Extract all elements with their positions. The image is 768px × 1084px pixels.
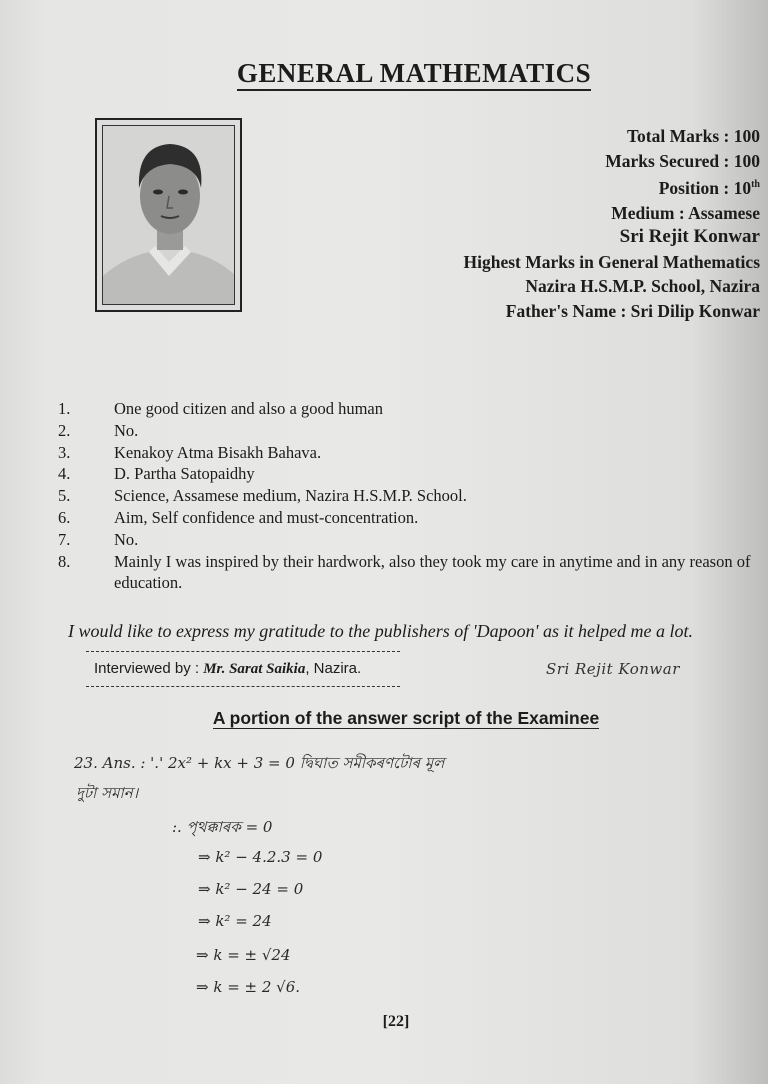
position: Position : 10th: [658, 178, 760, 199]
handwritten-line: ⇒ k² = 24: [198, 912, 272, 930]
handwritten-line: 23. Ans. : '.' 2x² + kx + 3 = 0 দ্বিঘাত সমীকৰণটোৰ মূল: [74, 754, 445, 772]
answer-number: 5.: [58, 486, 71, 506]
answer-text: Science, Assamese medium, Nazira H.S.M.P. School.: [114, 486, 467, 506]
answer-number: 7.: [58, 529, 71, 549]
total-marks: Total Marks : 100: [626, 126, 760, 146]
answer-text: D. Partha Satopaidhy: [114, 464, 255, 484]
student-portrait-image: [103, 126, 235, 305]
father-name: Father's Name : Sri Dilip Konwar: [505, 300, 760, 321]
handwritten-line: ⇒ k = ± 2 √6.: [196, 978, 301, 996]
answer-text: Aim, Self confidence and must-concentration.: [114, 507, 419, 527]
answer-text: One good citizen and also a good human: [114, 399, 383, 418]
interviewer-text: Interviewed by : Mr. Sarat Saikia, Nazira.: [94, 660, 362, 677]
handwritten-line: ⇒ k = ± √24: [196, 946, 291, 964]
answer-number: 3.: [58, 442, 71, 462]
answer-item: [52, 529, 762, 551]
student-info: [464, 124, 760, 324]
signature: Sri Rejit Konwar: [546, 660, 680, 678]
answer-item: [52, 442, 762, 464]
handwritten-line: ⇒ k² − 4.2.3 = 0: [198, 848, 323, 866]
answer-item: [52, 420, 762, 442]
gratitude-note: I would like to express my gratitude to the publishers of 'Dapoon' as it helped me a lot.: [68, 621, 693, 641]
answer-text: No.: [114, 420, 139, 440]
interviewer-box: [86, 651, 400, 687]
answer-text: Mainly I was inspired by their hardwork, also they took my care in anytime and in any reason of education.: [114, 551, 751, 593]
answer-item: [52, 463, 762, 485]
handwritten-line: ⇒ k² − 24 = 0: [198, 880, 304, 898]
page-number: [22]: [382, 1013, 410, 1030]
answer-number: 4.: [58, 464, 71, 484]
marks-secured: Marks Secured : 100: [605, 150, 760, 171]
answer-script-heading: A portion of the answer script of the Examinee: [212, 708, 600, 728]
school-name: Nazira H.S.M.P. School, Nazira: [525, 276, 760, 297]
handwritten-line: দুটা সমান।: [76, 784, 139, 802]
answer-text: Kenakoy Atma Bisakh Bahava.: [114, 442, 322, 462]
student-name: Sri Rejit Konwar: [619, 226, 760, 248]
page-title: GENERAL MATHEMATICS: [0, 58, 768, 89]
answer-text: No.: [114, 529, 139, 549]
answer-number: 1.: [58, 399, 71, 418]
student-photo: [95, 118, 242, 312]
answer-item: [52, 551, 762, 595]
answer-number: 8.: [58, 551, 71, 571]
answers-list: [52, 398, 762, 594]
handwritten-line: :. পৃথক্কাৰক = 0: [172, 818, 273, 836]
medium: Medium : Assamese: [611, 202, 760, 223]
answer-number: 6.: [58, 507, 71, 527]
answer-item: [52, 485, 762, 507]
highest-marks: Highest Marks in General Mathematics: [463, 251, 760, 272]
answer-number: 2.: [58, 420, 71, 440]
answer-item: [52, 507, 762, 529]
answer-item: [52, 398, 762, 420]
